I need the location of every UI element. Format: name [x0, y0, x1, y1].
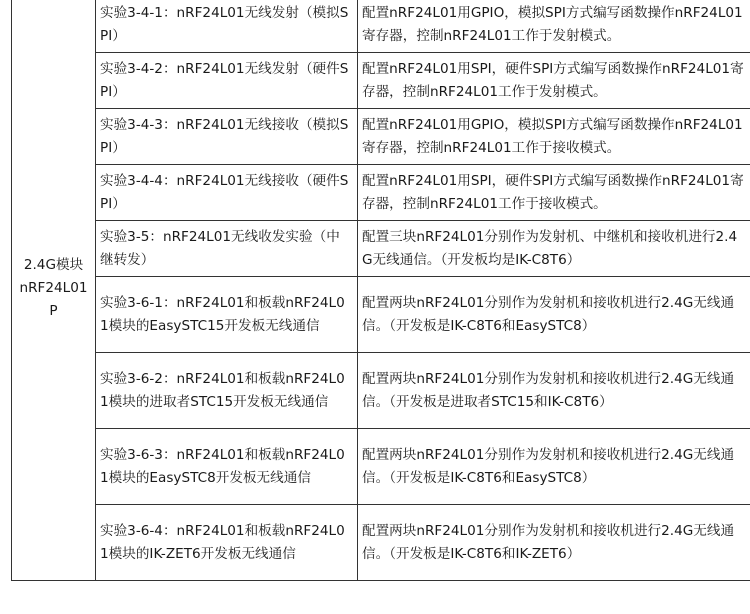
experiment-cell: 实验3-6-1：nRF24L01和板载nRF24L01模块的EasySTC15开发板无线通信 [96, 277, 358, 353]
description-cell: 配置nRF24L01用SPI，硬件SPI方式编写函数操作nRF24L01寄存器，控制nRF24L01工作于接收模式。 [358, 165, 750, 221]
description-cell: 配置两块nRF24L01分别作为发射机和接收机进行2.4G无线通信。（开发板是进取者STC15和IK-C8T6） [358, 353, 750, 429]
experiment-cell: 实验3-4-3：nRF24L01无线接收（模拟SPI） [96, 109, 358, 165]
experiment-cell: 实验3-6-3：nRF24L01和板载nRF24L01模块的EasySTC8开发板无线通信 [96, 429, 358, 505]
description-cell: 配置三块nRF24L01分别作为发射机、中继机和接收机进行2.4G无线通信。（开发板均是IK-C8T6） [358, 221, 750, 277]
table-row [12, 505, 750, 581]
experiment-cell: 实验3-6-4：nRF24L01和板载nRF24L01模块的IK-ZET6开发板无线通信 [96, 505, 358, 581]
experiment-table [11, 0, 750, 581]
description-cell: 配置两块nRF24L01分别作为发射机和接收机进行2.4G无线通信。（开发板是IK-C8T6和EasySTC8） [358, 277, 750, 353]
description-cell: 配置两块nRF24L01分别作为发射机和接收机进行2.4G无线通信。（开发板是IK-C8T6和IK-ZET6） [358, 505, 750, 581]
table-row [12, 221, 750, 277]
table-row [12, 353, 750, 429]
table-row [12, 165, 750, 221]
module-name-line1: 2.4G模块 [23, 257, 84, 273]
description-cell: 配置nRF24L01用SPI，硬件SPI方式编写函数操作nRF24L01寄存器，控制nRF24L01工作于发射模式。 [358, 53, 750, 109]
module-name-line3: P [49, 303, 58, 319]
experiment-cell: 实验3-4-1：nRF24L01无线发射（模拟SPI） [96, 0, 358, 53]
experiment-cell: 实验3-5：nRF24L01无线收发实验（中继转发） [96, 221, 358, 277]
table-row [12, 53, 750, 109]
experiment-cell: 实验3-4-4：nRF24L01无线接收（硬件SPI） [96, 165, 358, 221]
table-row [12, 109, 750, 165]
experiment-cell: 实验3-4-2：nRF24L01无线发射（硬件SPI） [96, 53, 358, 109]
module-cell [12, 0, 96, 581]
experiment-cell: 实验3-6-2：nRF24L01和板载nRF24L01模块的进取者STC15开发板无线通信 [96, 353, 358, 429]
description-cell: 配置nRF24L01用GPIO，模拟SPI方式编写函数操作nRF24L01寄存器，控制nRF24L01工作于接收模式。 [358, 109, 750, 165]
table-row [12, 277, 750, 353]
description-cell: 配置nRF24L01用GPIO，模拟SPI方式编写函数操作nRF24L01寄存器，控制nRF24L01工作于发射模式。 [358, 0, 750, 53]
description-cell: 配置两块nRF24L01分别作为发射机和接收机进行2.4G无线通信。（开发板是IK-C8T6和EasySTC8） [358, 429, 750, 505]
table-row [12, 429, 750, 505]
table-row [12, 0, 750, 53]
module-name-line2: nRF24L01 [19, 280, 88, 296]
